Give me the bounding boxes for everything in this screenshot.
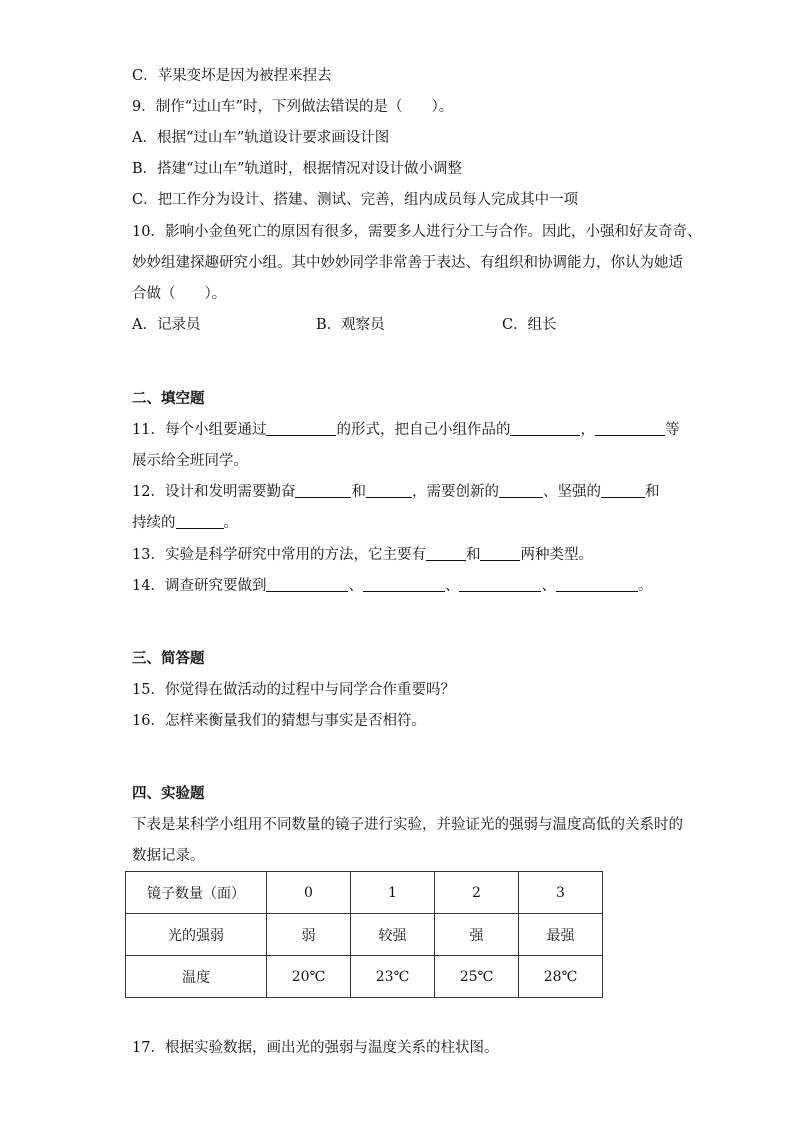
q13-line xyxy=(132,545,593,565)
q9-stem: 9．制作“过山车”时，下列做法错误的是（ ）。 xyxy=(132,99,454,115)
q11-text-d: 等 xyxy=(664,422,680,438)
q17: 17．根据实验数据，画出光的强弱与温度关系的柱状图。 xyxy=(132,1040,499,1056)
q12-text-d: 、坚强的 xyxy=(542,484,601,500)
table-cell: 温度 xyxy=(126,956,267,998)
answer-blank[interactable] xyxy=(366,483,412,498)
answer-blank[interactable] xyxy=(499,483,543,498)
table-row xyxy=(126,956,603,998)
table-cell: 1 xyxy=(351,872,435,914)
q16: 16．怎样来衡量我们的猜想与事实是否相符。 xyxy=(132,713,426,729)
q9-option-b: B．搭建“过山车”轨道时，根据情况对设计做小调整 xyxy=(132,161,462,177)
q10-stem-line3: 合做（ ）。 xyxy=(132,286,227,302)
answer-blank[interactable] xyxy=(556,577,638,592)
table-cell: 光的强弱 xyxy=(126,914,267,956)
q11-text-c: ， xyxy=(580,422,595,438)
table-cell: 0 xyxy=(267,872,351,914)
q10-stem-line1: 10．影响小金鱼死亡的原因有很多，需要多人进行分工与合作。因此，小强和好友奇奇、 xyxy=(132,224,702,240)
answer-blank[interactable] xyxy=(595,421,665,436)
q11-text-b: 的形式，把自己小组作品的 xyxy=(336,422,511,438)
table-cell: 强 xyxy=(435,914,519,956)
section-4-heading: 四、实验题 xyxy=(132,786,205,802)
q11-line1 xyxy=(132,420,679,440)
table-cell: 最强 xyxy=(519,914,603,956)
answer-blank[interactable] xyxy=(510,421,580,436)
q12-text-e: 和 xyxy=(644,484,660,500)
q12-text-b: 和 xyxy=(351,484,366,500)
answer-blank[interactable] xyxy=(459,577,541,592)
q9-option-c: C．把工作分为设计、搭建、测试、完善，组内成员每人完成其中一项 xyxy=(132,192,579,208)
q12-text-c: ，需要创新的 xyxy=(411,484,499,500)
q15: 15．你觉得在做活动的过程中与同学合作重要吗？ xyxy=(132,682,455,698)
q14-sep: 、 xyxy=(348,578,363,594)
section-2-heading: 二、填空题 xyxy=(132,391,205,407)
answer-blank[interactable] xyxy=(426,546,466,561)
table-cell: 28℃ xyxy=(519,956,603,998)
table-cell: 23℃ xyxy=(351,956,435,998)
q12-text-line2: 持续的 xyxy=(132,515,176,531)
q14-sep: 、 xyxy=(444,578,460,594)
table-row xyxy=(126,914,603,956)
answer-blank[interactable] xyxy=(266,421,336,436)
table-cell: 3 xyxy=(519,872,603,914)
q12-text-end: 。 xyxy=(223,515,238,531)
q10-option-a: A．记录员 xyxy=(132,317,201,333)
table-cell: 较强 xyxy=(351,914,435,956)
q13-text-c: 两种类型。 xyxy=(520,547,593,563)
q14-text-a: 14．调查研究要做到 xyxy=(132,578,267,594)
q11-line2: 展示给全班同学。 xyxy=(132,453,248,469)
answer-blank[interactable] xyxy=(176,514,224,529)
q10-stem-line2: 妙妙组建探趣研究小组。其中妙妙同学非常善于表达、有组织和协调能力，你认为她适 xyxy=(132,255,683,271)
table-cell: 2 xyxy=(435,872,519,914)
q11-text-a: 11．每个小组要通过 xyxy=(132,422,267,438)
section-3-heading: 三、简答题 xyxy=(132,651,205,667)
answer-blank[interactable] xyxy=(601,483,645,498)
answer-blank[interactable] xyxy=(480,546,520,561)
experiment-intro-line2: 数据记录。 xyxy=(132,848,205,864)
answer-blank[interactable] xyxy=(363,577,445,592)
q13-text-b: 和 xyxy=(465,547,481,563)
q14-end: 。 xyxy=(637,578,653,594)
q14-line xyxy=(132,576,652,596)
table-cell: 镜子数量（面） xyxy=(126,872,267,914)
answer-blank[interactable] xyxy=(266,577,348,592)
experiment-intro-line1: 下表是某科学小组用不同数量的镜子进行实验，并验证光的强弱与温度高低的关系时的 xyxy=(132,817,683,833)
q8-option-c: C．苹果变坏是因为被捏来捏去 xyxy=(132,68,332,84)
table-cell: 25℃ xyxy=(435,956,519,998)
answer-blank[interactable] xyxy=(295,483,351,498)
q10-option-c: C．组长 xyxy=(502,317,557,333)
table-row xyxy=(126,872,603,914)
experiment-data-table xyxy=(125,871,603,998)
q12-line2 xyxy=(132,513,238,533)
q10-option-b: B．观察员 xyxy=(316,317,385,333)
table-cell: 20℃ xyxy=(267,956,351,998)
q13-text-a: 13．实验是科学研究中常用的方法，它主要有 xyxy=(132,547,426,563)
q12-line1 xyxy=(132,482,659,502)
q12-text-a: 12．设计和发明需要勤奋 xyxy=(132,484,296,500)
q14-sep: 、 xyxy=(541,578,556,594)
table-cell: 弱 xyxy=(267,914,351,956)
q9-option-a: A．根据“过山车”轨道设计要求画设计图 xyxy=(132,130,390,146)
